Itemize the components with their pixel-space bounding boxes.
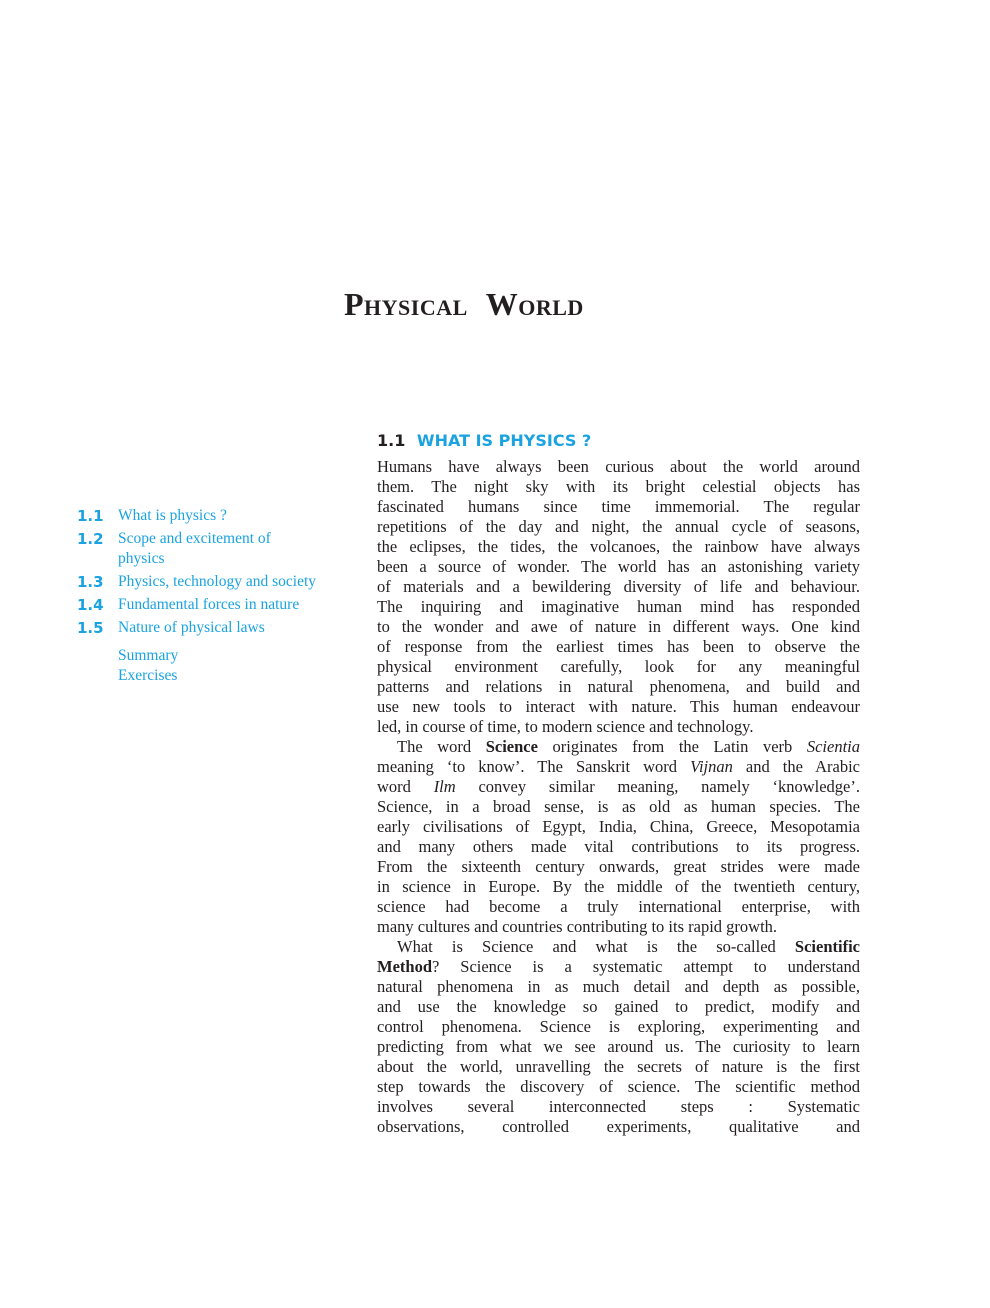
text-line	[377, 977, 860, 997]
text-line	[377, 637, 860, 657]
text-line	[377, 717, 860, 737]
toc-number: 1.1	[77, 507, 104, 525]
text-line	[377, 797, 860, 817]
text-line	[377, 877, 860, 897]
text-line	[377, 817, 860, 837]
text-line	[377, 757, 860, 777]
text-line	[377, 517, 860, 537]
text-run: of response from the earliest times has been to observe the	[377, 637, 860, 656]
text-run: natural phenomena in as much detail and depth as possible,	[377, 977, 860, 996]
text-line	[377, 1017, 860, 1037]
chapter-title: Physical World	[344, 286, 584, 322]
text-line	[377, 997, 860, 1017]
text-run: early civilisations of Egypt, India, China, Greece, Mesopotamia	[377, 817, 860, 836]
toc-number: 1.3	[77, 573, 104, 591]
text-line	[377, 477, 860, 497]
text-line	[377, 937, 860, 957]
toc-number: 1.2	[77, 530, 104, 548]
text-line	[377, 857, 860, 877]
text-run: and use the knowledge so gained to predict, modify and	[377, 997, 860, 1016]
text-run: meaning ‘to know’. The Sanskrit word	[377, 757, 691, 776]
chapter-contents	[77, 506, 317, 686]
toc-label: What is physics ?	[118, 507, 227, 524]
section-title: WHAT IS PHYSICS ?	[416, 431, 592, 450]
text-run: What is Science and what is the so-called	[397, 937, 795, 956]
toc-item-exercises[interactable]: Exercises	[118, 667, 178, 684]
text-run: them. The night sky with its bright celestial objects has	[377, 477, 860, 496]
bold-term: Science	[485, 737, 538, 756]
text-run: the eclipses, the tides, the volcanoes, the rainbow have always	[377, 537, 860, 556]
toc-item[interactable]	[77, 529, 317, 569]
text-line	[377, 457, 860, 477]
text-line	[377, 737, 860, 757]
text-run: originates from the Latin verb	[537, 737, 807, 756]
text-line	[377, 1077, 860, 1097]
bold-term: Method	[377, 957, 432, 976]
text-line	[377, 677, 860, 697]
text-run: The word	[397, 737, 486, 756]
text-run: step towards the discovery of science. The scientific method	[377, 1077, 860, 1096]
text-run: science had become a truly international enterprise, with	[377, 897, 860, 916]
toc-label: Physics, technology and society	[118, 573, 317, 590]
text-run: led, in course of time, to modern science and technology.	[377, 717, 754, 736]
toc-number: 1.5	[77, 619, 104, 637]
italic-term: Ilm	[433, 777, 456, 796]
text-run: Science, in a broad sense, is as old as human species. The	[377, 797, 860, 816]
text-run: predicting from what we see around us. The curiosity to learn	[377, 1037, 860, 1056]
text-run: repetitions of the day and night, the annual cycle of seasons,	[377, 517, 860, 536]
italic-term: Scientia	[806, 737, 860, 756]
text-line	[377, 917, 860, 937]
text-line	[377, 577, 860, 597]
text-run: and many others made vital contributions to its progress.	[377, 837, 860, 856]
toc-label: Nature of physical laws	[118, 619, 265, 636]
text-run: in science in Europe. By the middle of the twentieth century,	[377, 877, 860, 896]
text-run: From the sixteenth century onwards, great strides were made	[377, 857, 860, 876]
text-run: use new tools to interact with nature. This human endeavour	[377, 697, 860, 716]
toc-item[interactable]	[77, 506, 317, 526]
bold-term: Scientific	[794, 937, 860, 956]
text-line	[377, 957, 860, 977]
toc-label: Scope and excitement of physics	[118, 530, 271, 567]
text-line	[377, 557, 860, 577]
text-run: Humans have always been curious about the world around	[377, 457, 860, 476]
text-run: convey similar meaning, namely ‘knowledge’.	[455, 777, 860, 796]
text-line	[377, 1117, 860, 1137]
toc-item-summary[interactable]: Summary	[118, 647, 179, 664]
text-run: and the Arabic	[732, 757, 860, 776]
toc-item[interactable]	[77, 595, 317, 615]
text-run: control phenomena. Science is exploring, experimenting and	[377, 1017, 860, 1036]
text-line	[377, 1057, 860, 1077]
toc-item[interactable]	[77, 618, 317, 638]
text-run: physical environment carefully, look for any meaningful	[377, 657, 860, 676]
text-line	[377, 537, 860, 557]
body-text	[377, 457, 860, 1137]
text-run: fascinated humans since time immemorial. The regular	[377, 497, 860, 516]
text-line	[377, 837, 860, 857]
text-line	[377, 617, 860, 637]
text-line	[377, 777, 860, 797]
toc-number: 1.4	[77, 596, 104, 614]
text-line	[377, 897, 860, 917]
section-number: 1.1	[377, 431, 406, 450]
toc-label: Fundamental forces in nature	[118, 596, 300, 613]
text-run: to the wonder and awe of nature in different ways. One kind	[377, 617, 860, 636]
text-line	[377, 1037, 860, 1057]
italic-term: Vijnan	[690, 757, 733, 776]
text-line	[377, 497, 860, 517]
text-run: about the world, unravelling the secrets of nature is the first	[377, 1057, 860, 1076]
text-line	[377, 657, 860, 677]
text-line	[377, 597, 860, 617]
text-line	[377, 697, 860, 717]
text-run: involves several interconnected steps : Systematic	[377, 1097, 860, 1116]
text-run: many cultures and countries contributing to its rapid growth.	[377, 917, 778, 936]
text-line	[377, 1097, 860, 1117]
section-heading	[377, 431, 591, 450]
text-run: ? Science is a systematic attempt to understand	[432, 957, 860, 976]
text-run: patterns and relations in natural phenomena, and build and	[377, 677, 860, 696]
text-run: been a source of wonder. The world has an astonishing variety	[377, 557, 860, 576]
toc-item[interactable]	[77, 572, 317, 592]
text-run: observations, controlled experiments, qualitative and	[377, 1117, 860, 1136]
text-run: The inquiring and imaginative human mind has responded	[377, 597, 860, 616]
text-run: word	[377, 777, 434, 796]
text-run: of materials and a bewildering diversity of life and behaviour.	[377, 577, 860, 596]
